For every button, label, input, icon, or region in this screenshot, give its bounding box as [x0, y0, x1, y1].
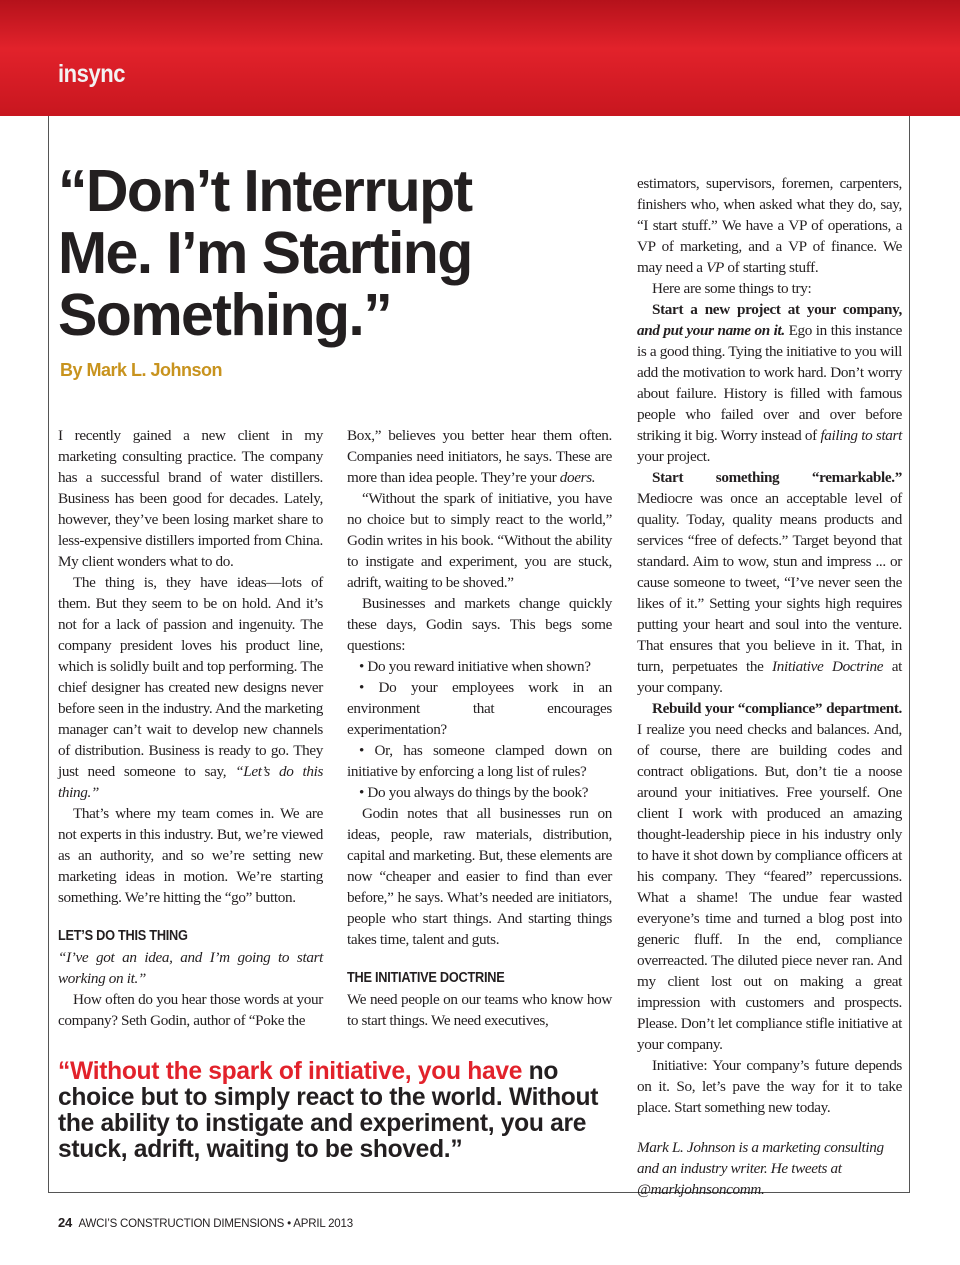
paragraph: “Without the spark of initiative, you have no choice but to simply react to the world,” Godin writes in his book. “Without the ability to instigate and experiment, you are stuck, adrift, waiting to be shoved.” — [347, 490, 612, 591]
bullet-item: • Do you always do things by the book? — [359, 784, 589, 801]
article-title: “Don’t Interrupt Me. I’m Starting Something.” — [58, 158, 472, 348]
paragraph: That’s where my team comes in. We are not experts in this industry. But, we’re viewed as an authority, and so we’re setting new marketing ideas in motion. We’re starting something. We’re hitting the “go” button. — [58, 805, 323, 906]
header-banner — [0, 0, 960, 116]
paragraph: How often do you hear those words at your company? Seth Godin, author of “Poke the — [58, 991, 323, 1029]
paragraph: Godin notes that all businesses run on ideas, people, raw materials, distribution, capital and marketing. But, these elements are now “cheaper and easier to find than ever before,” he says. What’s needed are initiators, people who start things. And starting things takes time, talent and guts. — [347, 805, 612, 948]
paragraph: Start something “remarkable.” Mediocre was once an acceptable level of quality. Today, quality means products and services “free of defects.” Target beyond that standard. Aim to wow, stun and impress ... or cause someone to tweet, “I’ve never seen the likes of it.” Setting your sights high requires putting your heart and soul into the venture. That ensures that you believe in it. That, in turn, perpetuates the Initiative Doctrine at your company. — [637, 469, 902, 696]
page-number: 24 — [58, 1215, 73, 1230]
paragraph: “I’ve got an idea, and I’m going to start working on it.” — [58, 949, 323, 987]
page-footer — [58, 1215, 353, 1230]
author-bio: Mark L. Johnson is a marketing consulting and an industry writer. He tweets at @markjohnsoncomm. — [637, 1139, 884, 1198]
paragraph: We need people on our teams who know how to start things. We need executives, — [347, 991, 612, 1029]
paragraph: Initiative: Your company’s future depends on it. So, let’s pave the way for it to take place. Start something new today. — [637, 1057, 902, 1116]
bullet-item: • Do your employees work in an environment that encourages experimentation? — [347, 679, 612, 738]
paragraph: estimators, supervisors, foremen, carpenters, finishers who, when asked what they do, say, “I start stuff.” We have a VP of operations, a VP of marketing, and a VP of finance. We may need a VP of starting stuff. — [637, 175, 902, 276]
pull-quote — [58, 1059, 638, 1163]
pull-quote-lead: “Without the spark of initiative, you have — [58, 1058, 523, 1085]
bullet-item: • Do you reward initiative when shown? — [359, 658, 591, 675]
byline: By Mark L. Johnson — [60, 360, 223, 380]
paragraph: Businesses and markets change quickly these days, Godin says. This begs some questions: — [347, 595, 612, 654]
paragraph: Here are some things to try: — [652, 280, 812, 297]
bullet-item: • Or, has someone clamped down on initiative by enforcing a long list of rules? — [347, 742, 612, 780]
footer-text: AWCI’S CONSTRUCTION DIMENSIONS • APRIL 2013 — [78, 1218, 353, 1230]
column-2 — [347, 425, 612, 1031]
paragraph: The thing is, they have ideas—lots of them. But they seem to be on hold. And it’s not for a lack of passion and ingenuity. The company president loves his product line, which is solidly built and top performing. The chief designer has created new designs never before seen in the industry. And the marketing manager can’t wait to develop new channels of distribution. Business is ready to go. They just need someone to say, “Let’s do this thing.” — [58, 574, 324, 801]
section-tag: insync — [58, 60, 126, 88]
column-3 — [637, 173, 902, 1200]
paragraph: Rebuild your “compliance” department. I realize you need checks and balances. And, of course, there are building codes and contract obligations. But, don’t tie a noose around your initiatives. Free yourself. One client I work with produced an amazing thought-leadership piece in his industry only to have it shot down by compliance officers at his company. They “feared” repercussions. What a shame! The undue fear wasted everyone’s time and turned a blog post into generic fluff. In the end, compliance overreacted. The diluted piece never ran. And my client lost out on making a great impression with customers and prospects. Please. Don’t let compliance stifle initiative at your company. — [637, 700, 902, 1053]
paragraph: Start a new project at your company, and put your name on it. Ego in this instance is a good thing. Tying the initiative to you will add the motivation to work hard. Don’t worry about failure. History is filled with famous people who failed over and over before striking it big. Worry instead of failing to start your project. — [637, 301, 902, 465]
paragraph: Box,” believes you better hear them often. Companies need initiators, he says. These are more than idea people. They’re your doers. — [347, 427, 612, 486]
subheading: THE INITIATIVE DOCTRINE — [347, 970, 505, 986]
column-1 — [58, 425, 323, 1031]
subheading: LET’S DO THIS THING — [58, 928, 188, 944]
paragraph: I recently gained a new client in my marketing consulting practice. The company has a successful brand of water distillers. Business has been good for decades. Lately, however, they’ve been losing market share to less-expensive distillers imported from China. My client wonders what to do. — [58, 427, 323, 570]
pull-quote-rest: no choice but to simply react to the world. Without the ability to instigate and experiment, you are stuck, adrift, waiting to be shoved.” — [58, 1058, 599, 1163]
